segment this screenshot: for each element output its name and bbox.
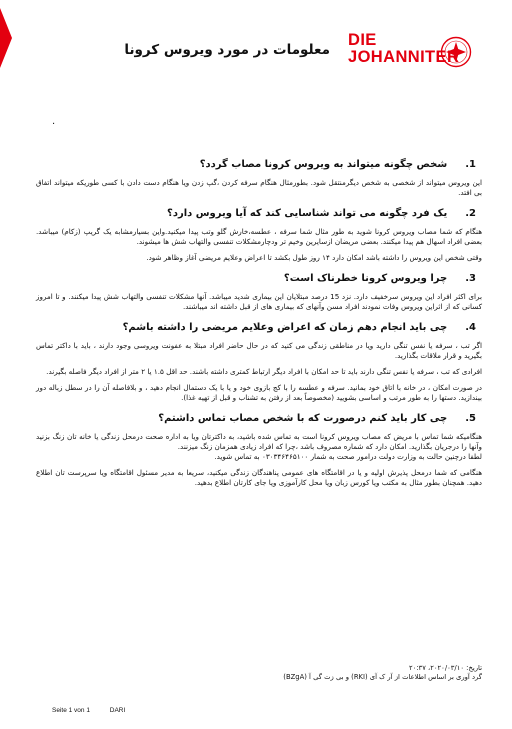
page-number: Seite 1 von 1 bbox=[52, 707, 90, 714]
johanniter-seal-icon bbox=[440, 36, 472, 68]
marker-dot: . bbox=[52, 116, 56, 127]
section-paragraph: برای اکثر افراد این ویروس سرخفیف دارد. نزد 15 درصد مبتلایان این بیماری شدید میباشد. آنها مشکلات تنفسی والتهاب شش پیدا میکنند. و تا امروز کسانی که از اثراین ویروس وفات نمودند افراد مسن وآنهای که بیماری های از قبل داشته اند میباشند. bbox=[36, 292, 482, 311]
document-body bbox=[36, 160, 482, 499]
section-number: 2. bbox=[465, 208, 476, 219]
section-heading: چرا ویروس کرونا خطرناک است؟ bbox=[283, 273, 448, 284]
section-paragraph: وقتی شخص این ویروس را داشته باشد امکان دارد ۱۴ روز طول بکشد تا اعراض وعلایم مریضی آغاز وظاهر شود. bbox=[146, 253, 482, 262]
section-5 bbox=[36, 414, 482, 488]
document-title: معلومات در مورد ویروس کرونا bbox=[124, 42, 330, 58]
section-paragraph: هنگامی که شما درمحل پذیرش اولیه و یا در اقامتگاه های عمومی پناهندگان زندگی میکنید، سریعا به مدیر مسئول اقامتگاه ویا سرپرست تان اطلاع دهید. همچنان بطور مثال به مکتب ویا کورس زبان ویا محل کارآموزی ویا جای کارتان اطلاع بدهید. bbox=[36, 468, 482, 487]
section-paragraph: افرادی که تب ، سرفه یا نفس تنگی دارند باید تا حد امکان با افراد دیگر ارتباط کمتری داشته باشند. حد اقل ۱.۵ یا ۲ متر از افراد دیگر فاصله بگیرند. bbox=[46, 367, 482, 376]
section-3 bbox=[36, 274, 482, 312]
section-paragraph: اگر تب ، سرفه یا نفس تنگی دارید ویا در مناطقی زندگی می کنید که در حال حاضر افراد مبتلا به عفونت ویروسی وجود دارند ، باید با داکتر تماس بگیرید و قرار ملاقات بگذارید. bbox=[36, 341, 482, 360]
section-4 bbox=[36, 323, 482, 403]
section-heading: چی باید انجام دهم زمان که اعراض وعلایم مریضی را داشته باشم؟ bbox=[122, 322, 448, 333]
section-heading: چی کار باید کنم درصورت که با شخص مصاب تماس داشتم؟ bbox=[158, 413, 448, 424]
footer-source bbox=[283, 664, 482, 682]
section-heading: شخص چگونه میتواند به ویروس کرونا مصاب گردد؟ bbox=[199, 159, 448, 170]
logo-line-2: JOHANNITER bbox=[348, 48, 460, 66]
red-corner-mark bbox=[0, 8, 12, 68]
section-number: 1. bbox=[465, 159, 476, 170]
page-info bbox=[52, 707, 143, 714]
logo-line-1: DIE bbox=[348, 31, 377, 49]
footer-date: تاریخ: ۲۰۲۰/۰۳/۱۰، ۲۰:۳۷ bbox=[408, 664, 482, 672]
footer-source-line: گرد آوری بر اساس اطلاعات از آر ک آی (RKI) و بی زت گی آ (BZgA) bbox=[283, 673, 482, 681]
section-number: 3. bbox=[465, 273, 476, 284]
section-paragraph: در صورت امکان ، در خانه با اتاق خود بمانید. سرفه و عطسه را با کج بازوی خود و یا با یک دستمال انجام دهید ، و بلافاصله آن را در سطل زباله دور بیندازید. دستها را به طور مرتب و اساسی بشویید (مخصوصاً بعد از رفتن به تشناب و قبل از تهیه غذا). bbox=[36, 383, 482, 402]
section-2 bbox=[36, 209, 482, 263]
section-paragraph: این ویروس میتواند از شخصی به شخص دیگرمنتقل شود. بطورمثال هنگام سرفه کردن ،گپ زدن ویا هنگام دست دادن با کسی طوریکه میتواند اتفاق بی افتد. bbox=[36, 178, 482, 197]
section-paragraph: هنگام که شما مصاب ویروس کرونا شوید به طور مثال شما سرفه ، عطسه،خارش گلو وتب پیدا میکنید.واین بسیارمشابه یک گریپ (زکام) میباشد. بعضی افراد اسهال هم پیدا میکنند. بعضی مریضان ازسایرین وخیم تر ودچارمشکلات تنفسی والتهاب شش ها میشوند. bbox=[36, 227, 482, 246]
section-number: 5. bbox=[465, 413, 476, 424]
section-number: 4. bbox=[465, 322, 476, 333]
language-label: DARI bbox=[109, 707, 126, 714]
section-paragraph: هنگامیکه شما تماس با مریض که مصاب ویروس کرونا است به تماس شده باشید، به داکترتان ویا به اداره صحت درمحل زندگی یا خانه تان زنگ بزنید وآنها را درجریان بگذارید. امکان دارد که شماره مصروف باشد ،چرا که افراد زیادی همزمان زنگ میزنند. لطفا درچنین حالت به وزارت دولت درامور صحت به شمار ۰۳۰۳۴۶۴۶۵۱۰۰ به تماس شوید. bbox=[36, 432, 482, 461]
section-heading: یک فرد چگونه می تواند شناسایی کند که آیا ویروس دارد؟ bbox=[167, 208, 448, 219]
section-1 bbox=[36, 160, 482, 198]
